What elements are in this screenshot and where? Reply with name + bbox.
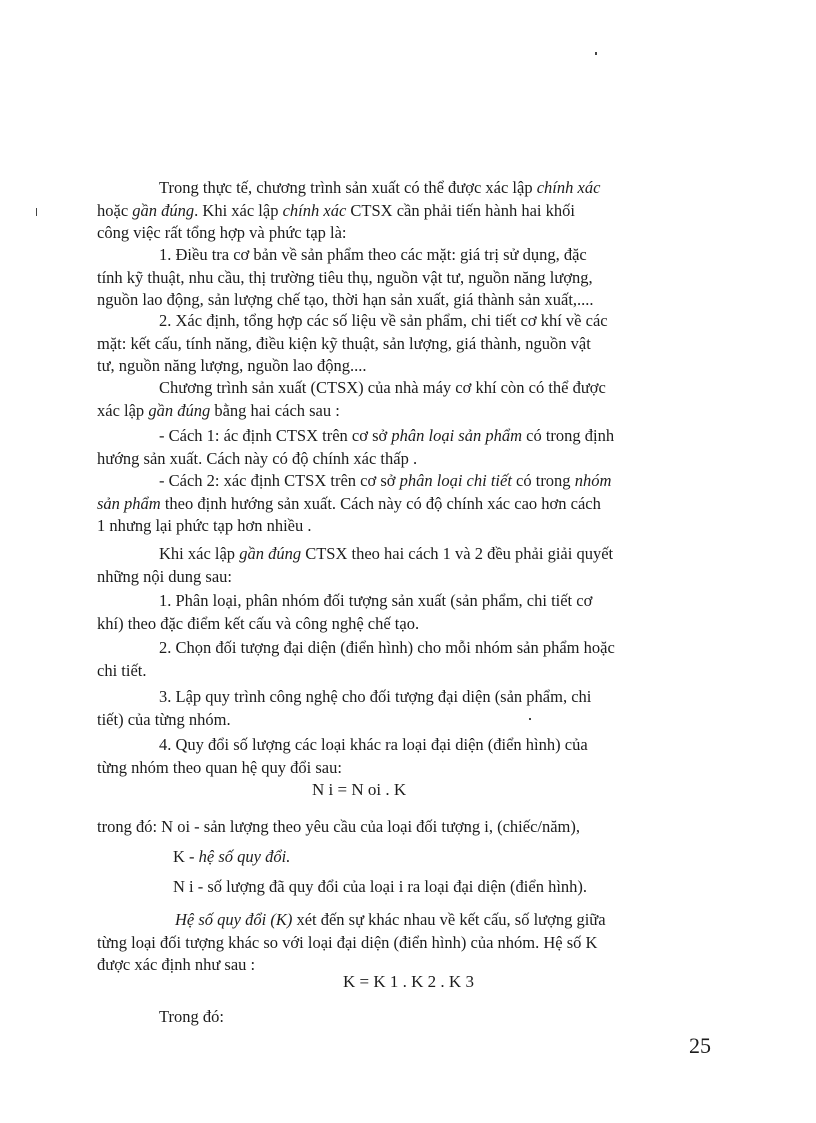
text-span: có trong định: [522, 426, 615, 445]
italic-term: gần đúng: [239, 544, 302, 563]
text-line: mặt: kết cấu, tính năng, điều kiện kỹ thuật, sản lượng, giá thành, nguồn vật: [97, 333, 591, 353]
paragraph-coefficient: [97, 909, 717, 977]
text-line: trong đó: N oi - sản lượng theo yêu cầu của loại đối tượng i, (chiếc/năm),: [97, 817, 581, 836]
definition-k: [173, 846, 713, 869]
formula-conversion: N i = N oi . K: [312, 780, 407, 799]
text-line: 2. Xác định, tổng hợp các số liệu về sản phẩm, chi tiết cơ khí về các: [159, 311, 608, 330]
scan-speck: [36, 208, 37, 216]
text-line: nguồn lao động, sản lượng chế tạo, thời hạn sản xuất, giá thành sản xuất,....: [97, 290, 594, 309]
text-line: 1. Phân loại, phân nhóm đối tượng sản xuất (sản phẩm, chi tiết cơ: [159, 591, 593, 610]
paragraph-method-1: [97, 425, 717, 470]
text-line: tư, nguồn năng lượng, nguồn lao động....: [97, 356, 367, 375]
text-span: - Cách 2: xác định CTSX trên cơ sở: [159, 471, 400, 490]
italic-term: hệ số quy đổi.: [198, 847, 291, 866]
text-span: hoặc: [97, 200, 133, 220]
text-line: 4. Quy đổi số lượng các loại khác ra loại đại diện (điển hình) của: [159, 735, 588, 754]
text-span: theo định hướng sản xuất. Cách này có độ chính xác cao hơn cách: [160, 493, 601, 513]
definition-ni: [173, 876, 713, 899]
text-span: - Cách 1: ác định CTSX trên cơ sở: [159, 426, 392, 445]
text-span: CTSX theo hai cách 1 và 2 đều phải giải quyết: [301, 544, 614, 563]
text-line: chi tiết.: [97, 660, 147, 680]
text-line: N i - số lượng đã quy đổi của loại i ra loại đại diện (điển hình).: [173, 877, 588, 896]
page-number: 25: [689, 1033, 711, 1058]
text-line: từng nhóm theo quan hệ quy đổi sau:: [97, 757, 342, 777]
text-span: . Khi xác lập: [194, 200, 283, 220]
formula-k: K = K 1 . K 2 . K 3: [343, 972, 474, 991]
text-line: được xác định như sau :: [97, 955, 256, 974]
text-span: Khi xác lập: [159, 544, 240, 563]
paragraph-where: [159, 1006, 459, 1029]
text-span: bằng hai cách sau :: [210, 400, 340, 420]
text-line: những nội dung sau:: [97, 566, 232, 586]
italic-term: phân loại sản phẩm: [391, 426, 523, 445]
text-line: 2. Chọn đối tượng đại diện (điển hình) cho mỗi nhóm sản phẩm hoặc: [159, 638, 615, 657]
scan-speck: [595, 52, 597, 55]
paragraph-step-4: [97, 734, 717, 779]
text-span: Trong thực tế, chương trình sản xuất có thể được xác lập: [159, 178, 537, 197]
paragraph-contents: [97, 543, 717, 588]
text-span: CTSX cần phải tiến hành hai khối: [346, 200, 575, 220]
text-span: có trong: [511, 471, 575, 490]
italic-term: chính xác: [536, 178, 601, 197]
italic-term: gần đúng: [132, 200, 195, 220]
text-line: 3. Lập quy trình công nghệ cho đối tượng đại diện (sản phẩm, chi: [159, 687, 592, 706]
paragraph-step-1: [97, 590, 717, 635]
text-span: xác lập: [97, 400, 149, 420]
italic-term: sản phẩm: [97, 493, 161, 513]
paragraph-intro: [97, 177, 717, 245]
text-span: xét đến sự khác nhau về kết cấu, số lượng giữa: [292, 910, 606, 929]
text-line: công việc rất tổng hợp và phức tạp là:: [97, 223, 347, 242]
text-line: hướng sản xuất. Cách này có độ chính xác thấp .: [97, 448, 418, 468]
text-line: tiết) của từng nhóm.: [97, 709, 231, 729]
definition-noi: [97, 816, 717, 839]
text-line: khí) theo đặc điểm kết cấu và công nghệ chế tạo.: [97, 613, 420, 633]
text-line: từng loại đối tượng khác so với loại đại diện (điển hình) của nhóm. Hệ số K: [97, 932, 598, 952]
text-line: Chương trình sản xuất (CTSX) của nhà máy cơ khí còn có thể được: [159, 378, 606, 397]
paragraph-item-2: [97, 310, 717, 378]
italic-term: phân loại chi tiết: [399, 471, 512, 490]
text-span: K -: [173, 847, 199, 866]
text-line: 1 nhưng lại phức tạp hơn nhiều .: [97, 516, 312, 535]
text-line: Trong đó:: [159, 1007, 224, 1026]
italic-term: chính xác: [282, 200, 347, 220]
text-line: tính kỹ thuật, nhu cầu, thị trường tiêu thụ, nguồn vật tư, nguồn năng lượng,: [97, 267, 593, 287]
text-line: 1. Điều tra cơ bản về sản phẩm theo các mặt: giá trị sử dụng, đặc: [159, 245, 587, 264]
italic-term: nhóm: [574, 471, 612, 490]
paragraph-item-1: [97, 244, 717, 312]
paragraph-approx: [97, 377, 717, 422]
paragraph-step-3: [97, 686, 717, 731]
paragraph-method-2: [97, 470, 717, 538]
italic-term: gần đúng: [148, 400, 211, 420]
italic-term: Hệ số quy đổi (K): [175, 910, 293, 929]
paragraph-step-2: [97, 637, 717, 682]
